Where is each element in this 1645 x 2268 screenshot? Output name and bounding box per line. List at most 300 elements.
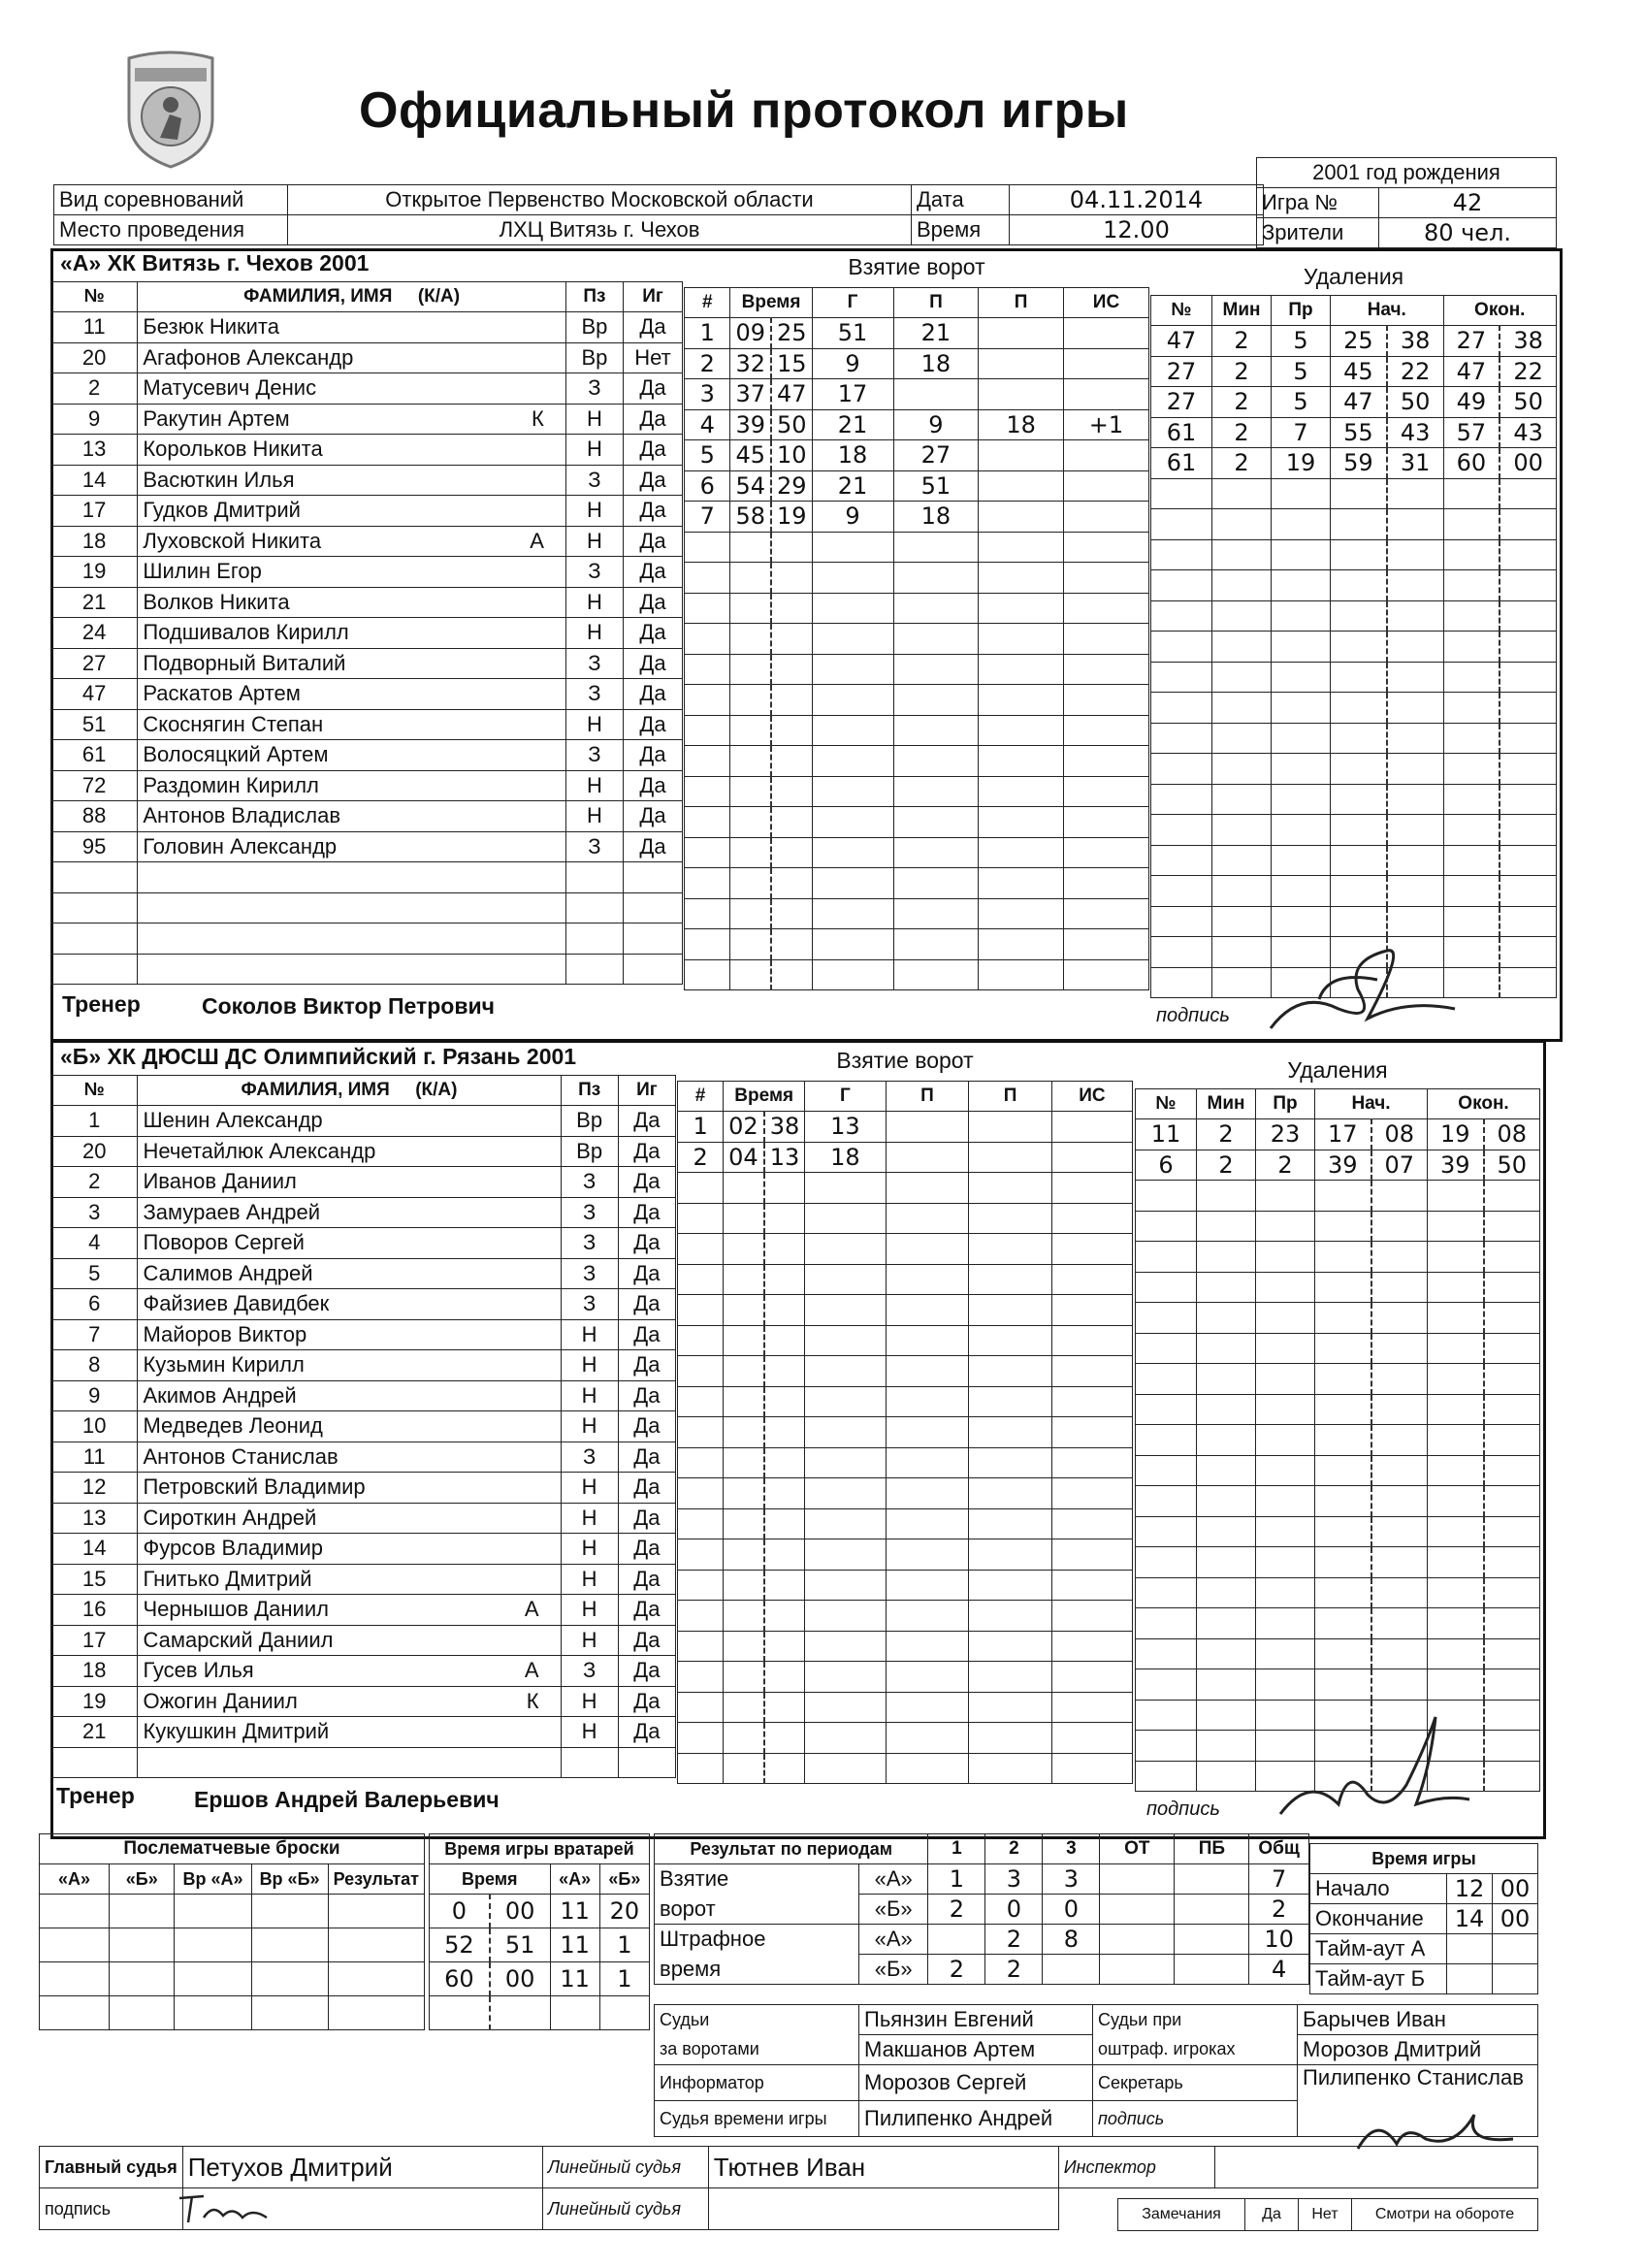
gk-minute (430, 1996, 490, 2030)
player-number: 3 (51, 1197, 138, 1228)
penalty-player (1136, 1211, 1197, 1242)
penalty-end-sec (1500, 570, 1556, 601)
goal-second: 19 (771, 502, 812, 533)
penalty-start-min (1331, 632, 1387, 663)
goal-row (685, 440, 1149, 471)
team-a-penalties-body (1151, 326, 1557, 998)
penalty-player (1136, 1669, 1197, 1701)
penalty-player (1136, 1303, 1197, 1334)
goal-number (678, 1692, 724, 1723)
goal-second (764, 1325, 805, 1356)
player-number: 1 (51, 1106, 138, 1137)
goal-minute (724, 1723, 764, 1754)
player-name-cell (138, 557, 566, 588)
penalty-end-min (1428, 1333, 1484, 1364)
remarks-yes: Да (1245, 2199, 1299, 2231)
player-position: Н (561, 1534, 618, 1565)
goal-strength (1051, 1386, 1132, 1417)
goal-assist-1 (893, 715, 979, 746)
goal-assist-1 (886, 1203, 969, 1234)
player-name: Фурсов Владимир (143, 1536, 323, 1561)
penalty-reason (1256, 1516, 1315, 1547)
gk-a: 11 (550, 1962, 599, 1996)
penalty-end-sec (1500, 784, 1556, 815)
penalty-start-sec (1371, 1638, 1428, 1669)
penalty-minutes (1212, 723, 1272, 754)
goal-strength (1063, 837, 1148, 868)
goal-strength (1063, 776, 1148, 807)
player-name-cell (138, 679, 566, 710)
penalty-minutes (1212, 539, 1272, 570)
penalty-end-sec (1484, 1577, 1540, 1608)
secretary-label: Секретарь (1093, 2065, 1298, 2101)
goal-minute: 09 (730, 318, 771, 349)
goal-second (764, 1264, 805, 1295)
player-number: 13 (51, 435, 138, 466)
player-number (51, 923, 138, 955)
goal-row (678, 1692, 1133, 1723)
goal-scorer (812, 807, 893, 838)
player-row (51, 435, 683, 466)
player-row (51, 770, 683, 801)
penalty-player (1151, 754, 1212, 785)
player-number: 27 (51, 648, 138, 679)
goal-second (771, 868, 812, 899)
goal-assist-1: 21 (893, 318, 979, 349)
penalty-reason (1272, 754, 1331, 785)
penalty-player (1136, 1394, 1197, 1425)
goal-number (685, 685, 730, 716)
player-position: Н (561, 1350, 618, 1381)
penalty-start-min (1331, 600, 1387, 632)
penalty-start-sec (1371, 1333, 1428, 1364)
player-position (565, 923, 623, 955)
penalty-start-sec (1371, 1303, 1428, 1334)
penalty-reason (1272, 632, 1331, 663)
pen-b-col-no: № (1136, 1089, 1197, 1119)
player-played: Да (618, 1717, 675, 1748)
goal-row (685, 348, 1149, 379)
penalty-start-sec (1371, 1455, 1428, 1486)
goal-scorer (812, 593, 893, 624)
penalty-end-sec (1500, 600, 1556, 632)
player-role: К (532, 405, 544, 431)
penalty-end-sec: 38 (1500, 326, 1556, 357)
remarks-label: Замечания (1118, 2199, 1245, 2231)
gk-a: 11 (550, 1895, 599, 1928)
goal-row (678, 1753, 1133, 1784)
player-row (51, 1106, 676, 1137)
penalty-end-sec (1500, 723, 1556, 754)
team-b-goals-body (678, 1112, 1133, 1784)
pim-a-tag: «А» (859, 1925, 928, 1955)
penalty-start-sec (1371, 1608, 1428, 1639)
goal-minute: 04 (724, 1142, 764, 1173)
penalty-row (1151, 723, 1557, 754)
goal-minute (724, 1508, 764, 1539)
goal-second (764, 1478, 805, 1509)
pim-a-p1 (928, 1925, 985, 1955)
col-no-b: № (51, 1076, 138, 1106)
penalty-minutes (1197, 1516, 1256, 1547)
player-name-cell (138, 1197, 561, 1228)
goal-row (678, 1325, 1133, 1356)
penalty-start-min: 39 (1315, 1150, 1371, 1181)
gk-row (430, 1996, 650, 2030)
player-number: 9 (51, 1380, 138, 1411)
penalty-player: 6 (1136, 1150, 1197, 1181)
goal-second (764, 1203, 805, 1234)
penalty-reason (1256, 1272, 1315, 1303)
player-number: 11 (51, 312, 138, 343)
penalty-start-sec (1387, 876, 1443, 907)
pim-a-total: 10 (1249, 1925, 1309, 1955)
player-name-cell (138, 1350, 561, 1381)
penalty-minutes (1212, 509, 1272, 540)
penalty-minutes (1212, 478, 1272, 509)
penalty-end-sec (1484, 1638, 1540, 1669)
shootout-col-a: «А» (40, 1864, 110, 1895)
goal-judges-label-1: Судьи (655, 2005, 859, 2035)
penalty-minutes: 2 (1212, 387, 1272, 418)
linesman-2-label: Линейный судья (542, 2188, 708, 2230)
pen-col-start: Нач. (1331, 296, 1444, 326)
player-position: Н (565, 496, 623, 527)
goal-number (678, 1631, 724, 1662)
secretary-name: Пилипенко Станислав (1298, 2065, 1538, 2137)
gk-b: 20 (599, 1895, 649, 1928)
informer-name: Морозов Сергей (859, 2065, 1093, 2101)
player-name-cell (138, 1106, 561, 1137)
gk-col-a: «А» (550, 1864, 599, 1895)
penalty-end-min (1428, 1364, 1484, 1395)
goal-row (678, 1447, 1133, 1478)
penalty-start-min: 17 (1315, 1119, 1371, 1150)
goals-a-p1: 1 (928, 1864, 985, 1895)
penalty-player (1136, 1455, 1197, 1486)
pim-b-ot (1100, 1955, 1175, 1985)
chief-signature-label: подпись (40, 2188, 183, 2230)
penalty-reason (1272, 509, 1331, 540)
goal-scorer (812, 654, 893, 685)
penalty-row (1151, 784, 1557, 815)
spectators-value: 80 чел. (1379, 218, 1557, 248)
penalty-row (1136, 1669, 1540, 1701)
goal-assist-2 (979, 593, 1064, 624)
goal-second (764, 1631, 805, 1662)
goal-second (764, 1601, 805, 1632)
player-number: 47 (51, 679, 138, 710)
goal-second: 10 (771, 440, 812, 471)
penalty-start-sec (1371, 1242, 1428, 1273)
penalty-start-sec (1387, 632, 1443, 663)
player-played: Нет (624, 342, 683, 373)
player-name: Луховской Никита (143, 528, 322, 553)
player-row (51, 1442, 676, 1473)
goals-b-ot (1100, 1895, 1175, 1925)
player-row (51, 1228, 676, 1259)
player-position: Н (565, 587, 623, 618)
penalty-minutes (1197, 1211, 1256, 1242)
goal-minute (730, 807, 771, 838)
goal-row (678, 1173, 1133, 1204)
pim-b-p3 (1043, 1955, 1100, 1985)
player-name-cell (138, 435, 566, 466)
goal-strength (1051, 1264, 1132, 1295)
penalty-end-sec (1500, 815, 1556, 846)
linesman-2-name (708, 2188, 1058, 2230)
penalty-end-min (1443, 784, 1500, 815)
penalty-player (1136, 1761, 1197, 1792)
penalty-start-sec (1387, 478, 1443, 509)
goal-second (764, 1234, 805, 1265)
player-name: Васюткин Илья (143, 467, 295, 492)
goal-number (685, 929, 730, 960)
goal-scorer (812, 685, 893, 716)
goal-assist-2 (979, 379, 1064, 410)
goal-assist-2 (969, 1112, 1052, 1143)
goal-assist-1 (893, 959, 979, 990)
penalty-end-sec (1484, 1761, 1540, 1792)
team-a-goals-body (685, 318, 1149, 990)
player-played: Да (624, 831, 683, 862)
goal-row (678, 1234, 1133, 1265)
penalty-reason (1272, 662, 1331, 693)
penalty-minutes (1212, 845, 1272, 876)
team-a-goals-table (684, 287, 1149, 990)
penalty-minutes (1197, 1486, 1256, 1517)
start-mm: 00 (1493, 1874, 1538, 1904)
player-played: Да (618, 1411, 675, 1442)
period-col-pb: ПБ (1175, 1834, 1249, 1864)
period-col-3: 3 (1043, 1834, 1100, 1864)
player-name-cell (138, 1717, 561, 1748)
goal-assist-2 (979, 898, 1064, 929)
goal-assist-1 (893, 532, 979, 563)
player-name-cell (138, 587, 566, 618)
linesman-1-label: Линейный судья (542, 2147, 708, 2188)
goal-number (678, 1295, 724, 1326)
shootout-col-gka: Вр «А» (175, 1864, 251, 1895)
timekeeper-name: Пилипенко Андрей (859, 2101, 1093, 2137)
player-position: З (561, 1228, 618, 1259)
penalty-end-min: 49 (1443, 387, 1500, 418)
goal-minute (724, 1234, 764, 1265)
goal-scorer (812, 929, 893, 960)
goal-minute (730, 532, 771, 563)
pim-a-ot (1100, 1925, 1175, 1955)
penalty-start-min (1315, 1638, 1371, 1669)
player-name: Иванов Даниил (143, 1169, 297, 1194)
col-name-text: ФАМИЛИЯ, ИМЯ (243, 286, 393, 307)
penalty-minutes: 2 (1212, 356, 1272, 387)
player-name-cell (138, 770, 566, 801)
penalty-minutes: 2 (1197, 1119, 1256, 1150)
penalty-row (1151, 356, 1557, 387)
player-name-cell (138, 342, 566, 373)
goal-assist-2 (969, 1173, 1052, 1204)
player-position: Н (561, 1319, 618, 1350)
goal-scorer (805, 1662, 886, 1693)
player-number: 7 (51, 1319, 138, 1350)
goal-number: 4 (685, 409, 730, 440)
penalty-start-sec (1387, 845, 1443, 876)
goal-assist-1: 51 (893, 470, 979, 502)
goal-minute (730, 593, 771, 624)
goal-minute (724, 1539, 764, 1571)
penalty-end-sec (1484, 1303, 1540, 1334)
player-position: Н (565, 404, 623, 435)
goal-second (764, 1295, 805, 1326)
goal-minute (724, 1417, 764, 1448)
pim-label-2: время (655, 1955, 859, 1985)
player-position (561, 1747, 618, 1778)
player-number: 2 (51, 373, 138, 405)
goal-assist-2 (979, 868, 1064, 899)
penalty-end-min (1443, 754, 1500, 785)
goal-assist-1 (893, 593, 979, 624)
penbox-label-2: оштраф. игроках (1093, 2035, 1298, 2065)
remarks-see-back: Смотри на обороте (1352, 2199, 1538, 2231)
goal-second (771, 776, 812, 807)
penalty-player (1151, 570, 1212, 601)
player-played: Да (618, 1228, 675, 1259)
player-row (51, 312, 683, 343)
player-position: З (565, 740, 623, 771)
penalty-minutes: 2 (1212, 326, 1272, 357)
player-name-cell (138, 404, 566, 435)
penalty-row (1136, 1211, 1540, 1242)
penalty-minutes (1197, 1242, 1256, 1273)
penalty-end-sec: 43 (1500, 417, 1556, 448)
player-position: Н (565, 618, 623, 649)
penalty-end-min (1443, 478, 1500, 509)
game-meta-table (1256, 157, 1557, 248)
penalty-reason (1272, 539, 1331, 570)
penalty-row (1136, 1119, 1540, 1150)
player-row (51, 1380, 676, 1411)
penalty-reason (1272, 784, 1331, 815)
goal-assist-1 (886, 1325, 969, 1356)
penalty-end-min (1428, 1638, 1484, 1669)
penalty-minutes (1212, 570, 1272, 601)
penalty-minutes (1197, 1181, 1256, 1212)
team-a-roster (50, 281, 683, 985)
goal-row (678, 1601, 1133, 1632)
penalty-player (1151, 662, 1212, 693)
player-name-cell (138, 831, 566, 862)
goal-number (685, 746, 730, 777)
player-number: 24 (51, 618, 138, 649)
player-row (51, 526, 683, 557)
pim-b-pb (1175, 1955, 1249, 1985)
penalty-minutes (1197, 1272, 1256, 1303)
team-b-penalties-table (1135, 1088, 1540, 1792)
penalty-end-sec (1484, 1731, 1540, 1762)
goal-assist-1 (886, 1142, 969, 1173)
penalty-start-min (1331, 845, 1387, 876)
player-row (51, 465, 683, 496)
penalty-reason: 2 (1256, 1150, 1315, 1181)
penalty-start-min: 59 (1331, 448, 1387, 479)
goal-number (685, 959, 730, 990)
goal-scorer: 51 (812, 318, 893, 349)
penalty-end-min: 27 (1443, 326, 1500, 357)
goal-row (685, 624, 1149, 655)
player-row (51, 1503, 676, 1534)
goal-assist-1 (893, 746, 979, 777)
penalty-start-min (1315, 1181, 1371, 1212)
goals-label-2: ворот (655, 1895, 859, 1925)
goal-strength (1063, 654, 1148, 685)
linesman-1-name: Тютнев Иван (708, 2147, 1058, 2188)
goal-row (678, 1142, 1133, 1173)
penalty-minutes: 2 (1212, 448, 1272, 479)
penalty-row (1151, 662, 1557, 693)
goal-second: 50 (771, 409, 812, 440)
goal-number: 2 (678, 1142, 724, 1173)
goal-assist-1 (893, 929, 979, 960)
pen-b-col-start: Нач. (1315, 1089, 1428, 1119)
goal-strength (1051, 1447, 1132, 1478)
goal-strength (1051, 1631, 1132, 1662)
venue-label: Место проведения (54, 215, 288, 245)
goal-minute: 32 (730, 348, 771, 379)
goal-scorer (805, 1601, 886, 1632)
penalty-start-min (1331, 509, 1387, 540)
player-position (565, 862, 623, 893)
goal-strength (1051, 1662, 1132, 1693)
player-played: Да (624, 618, 683, 649)
penalty-start-min (1315, 1425, 1371, 1456)
penalty-player (1151, 967, 1212, 998)
informer-label: Информатор (655, 2065, 859, 2101)
goal-second (771, 624, 812, 655)
player-number: 18 (51, 526, 138, 557)
penalty-reason (1256, 1669, 1315, 1701)
player-position: Н (565, 770, 623, 801)
goal-strength (1051, 1478, 1132, 1509)
penalty-row (1136, 1394, 1540, 1425)
goals-b-pb (1175, 1895, 1249, 1925)
goal-assist-1 (893, 685, 979, 716)
player-name: Ракутин Артем (143, 405, 290, 431)
player-name-cell (138, 373, 566, 405)
penalty-end-sec (1500, 937, 1556, 968)
player-row (51, 1411, 676, 1442)
player-name-cell (138, 1747, 561, 1778)
player-number: 13 (51, 1503, 138, 1534)
team-a-coach-signature (1261, 931, 1474, 1048)
goals-b-p1: 2 (928, 1895, 985, 1925)
chief-referee-name: Петухов Дмитрий (182, 2147, 542, 2188)
player-played: Да (618, 1319, 675, 1350)
penalty-start-sec: 07 (1371, 1150, 1428, 1181)
goal-minute: 54 (730, 470, 771, 502)
player-played: Да (618, 1380, 675, 1411)
penalty-start-sec: 50 (1387, 387, 1443, 418)
goal-assist-1 (886, 1601, 969, 1632)
goal-scorer (805, 1508, 886, 1539)
col-ka-text: (К/А) (417, 286, 461, 307)
penalty-row (1136, 1516, 1540, 1547)
player-name: Агафонов Александр (143, 344, 354, 370)
goal-assist-2 (969, 1386, 1052, 1417)
player-number: 95 (51, 831, 138, 862)
penalty-start-min (1315, 1333, 1371, 1364)
player-name-cell (138, 862, 566, 893)
goal-row (685, 898, 1149, 929)
